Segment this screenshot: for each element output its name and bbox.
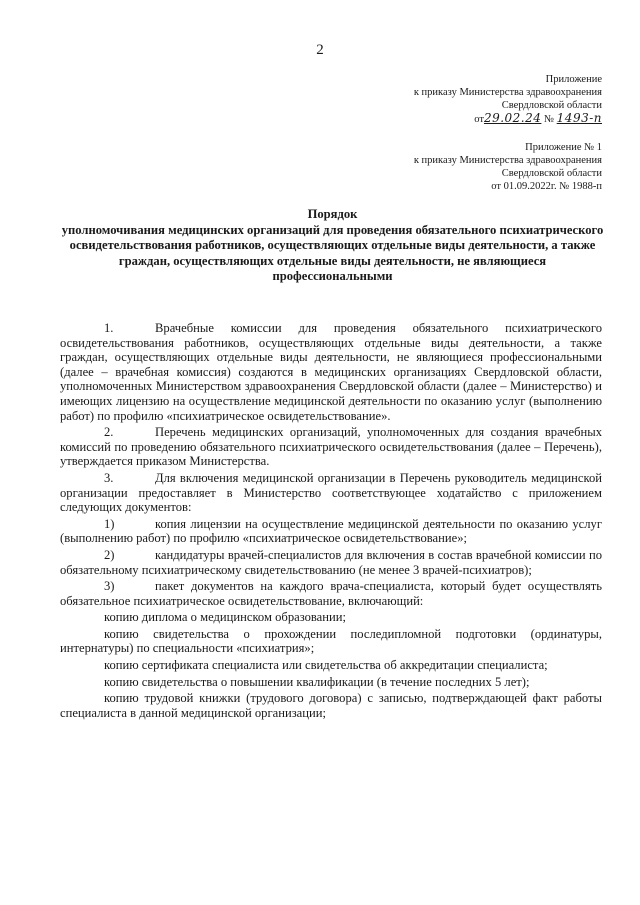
title-heading: Порядок (307, 207, 358, 221)
annex-original-line4: от 01.09.2022г. № 1988-п (491, 181, 602, 192)
subitem-number: 2) (104, 547, 115, 562)
subitem-1 (60, 517, 602, 546)
subitem-text: кандидатуры врачей-специалистов для включения в состав врачебной комиссии по обязательному психиатрическому свидетельствованию (не менее 3 врачей-психиатров); (60, 547, 602, 577)
number-prefix: № (544, 114, 555, 125)
date-prefix: от (474, 114, 484, 125)
subitem-text: копия лицензии на осуществление медицинской деятельности по оказанию услуг (выполнению работ) по профилю «психиатрическое освидетельствование»; (60, 516, 602, 546)
paragraph-text: Перечень медицинских организаций, уполномоченных для создания врачебных комиссий по проведению обязательного психиатрического освидетельствования (далее – Перечень), утверждается приказом Министерства. (60, 425, 602, 469)
annex-current-date-line (414, 112, 602, 126)
handwritten-number: 1493-п (556, 111, 602, 125)
paragraph-2 (60, 425, 602, 469)
paragraph-number: 2. (104, 425, 114, 440)
subitem-number: 3) (104, 579, 115, 594)
paragraph-3 (60, 471, 602, 515)
annex-original-line2: к приказу Министерства здравоохранения (413, 155, 602, 166)
page-number: 2 (316, 42, 324, 58)
paragraph-text: Для включения медицинской организации в Перечень руководитель медицинской организации предоставляет в Министерство соответствующее ходатайство с приложением следующих документов: (60, 470, 602, 515)
annex-current-line3: Свердловской области (501, 100, 602, 111)
title-text: уполномочивания медицинских организаций для проведения обязательного психиатрического освидетельствования работников, осуществляющих отдельные виды деятельности, а также граждан, осуществляющих отдельные виды деятельности, не являющиеся профессиональными (61, 222, 604, 283)
subitem-number: 1) (104, 516, 115, 531)
handwritten-date: 29.02.24 (483, 111, 542, 125)
document-list-item: копию сертификата специалиста или свидетельства об аккредитации специалиста; (104, 658, 548, 673)
annex-current-line1: Приложение (545, 74, 602, 85)
annex-current-line2: к приказу Министерства здравоохранения (413, 87, 602, 98)
annex-original-line3: Свердловской области (501, 168, 602, 179)
subitem-text: пакет документов на каждого врача-специалиста, который будет осуществлять обязательное психиатрическое освидетельствование, включающий: (60, 579, 602, 608)
document-list-item: копию диплома о медицинском образовании; (104, 610, 346, 625)
annex-current (414, 73, 602, 126)
document-list-item: копию свидетельства о повышении квалификации (в течение последних 5 лет); (104, 674, 530, 689)
document-list-item: копию свидетельства о прохождении последипломной подготовки (ординатуры, интернатуры) по специальности «психиатрия»; (60, 626, 602, 656)
document-title (60, 207, 605, 285)
subitem-3 (60, 579, 602, 608)
paragraph-1 (60, 321, 602, 423)
annex-original-line1: Приложение № 1 (525, 142, 602, 153)
paragraph-number: 1. (104, 321, 114, 335)
annex-original (414, 141, 602, 193)
paragraph-number: 3. (104, 470, 114, 485)
subitem-2 (60, 548, 602, 577)
document-list-item: копию трудовой книжки (трудового договора) с записью, подтверждающей факт работы специалиста в данной медицинской организации; (60, 691, 602, 720)
document-body (60, 321, 602, 722)
paragraph-text: Врачебные комиссии для проведения обязательного психиатрического освидетельствования работников, осуществляющих отдельные виды деятельности, а также граждан, осуществляющих отдельные виды деятельности, не являющиеся профессиональными (далее – врачебная комиссия) создаются в медицинских организациях Свердловской области, уполномоченных Министерством здравоохранения Свердловской области (далее – Министерство) и имеющих лицензию на осуществление медицинской деятельности по оказанию услуг (выполнению работ) по профилю «психиатрическое освидетельствование». (60, 321, 602, 423)
